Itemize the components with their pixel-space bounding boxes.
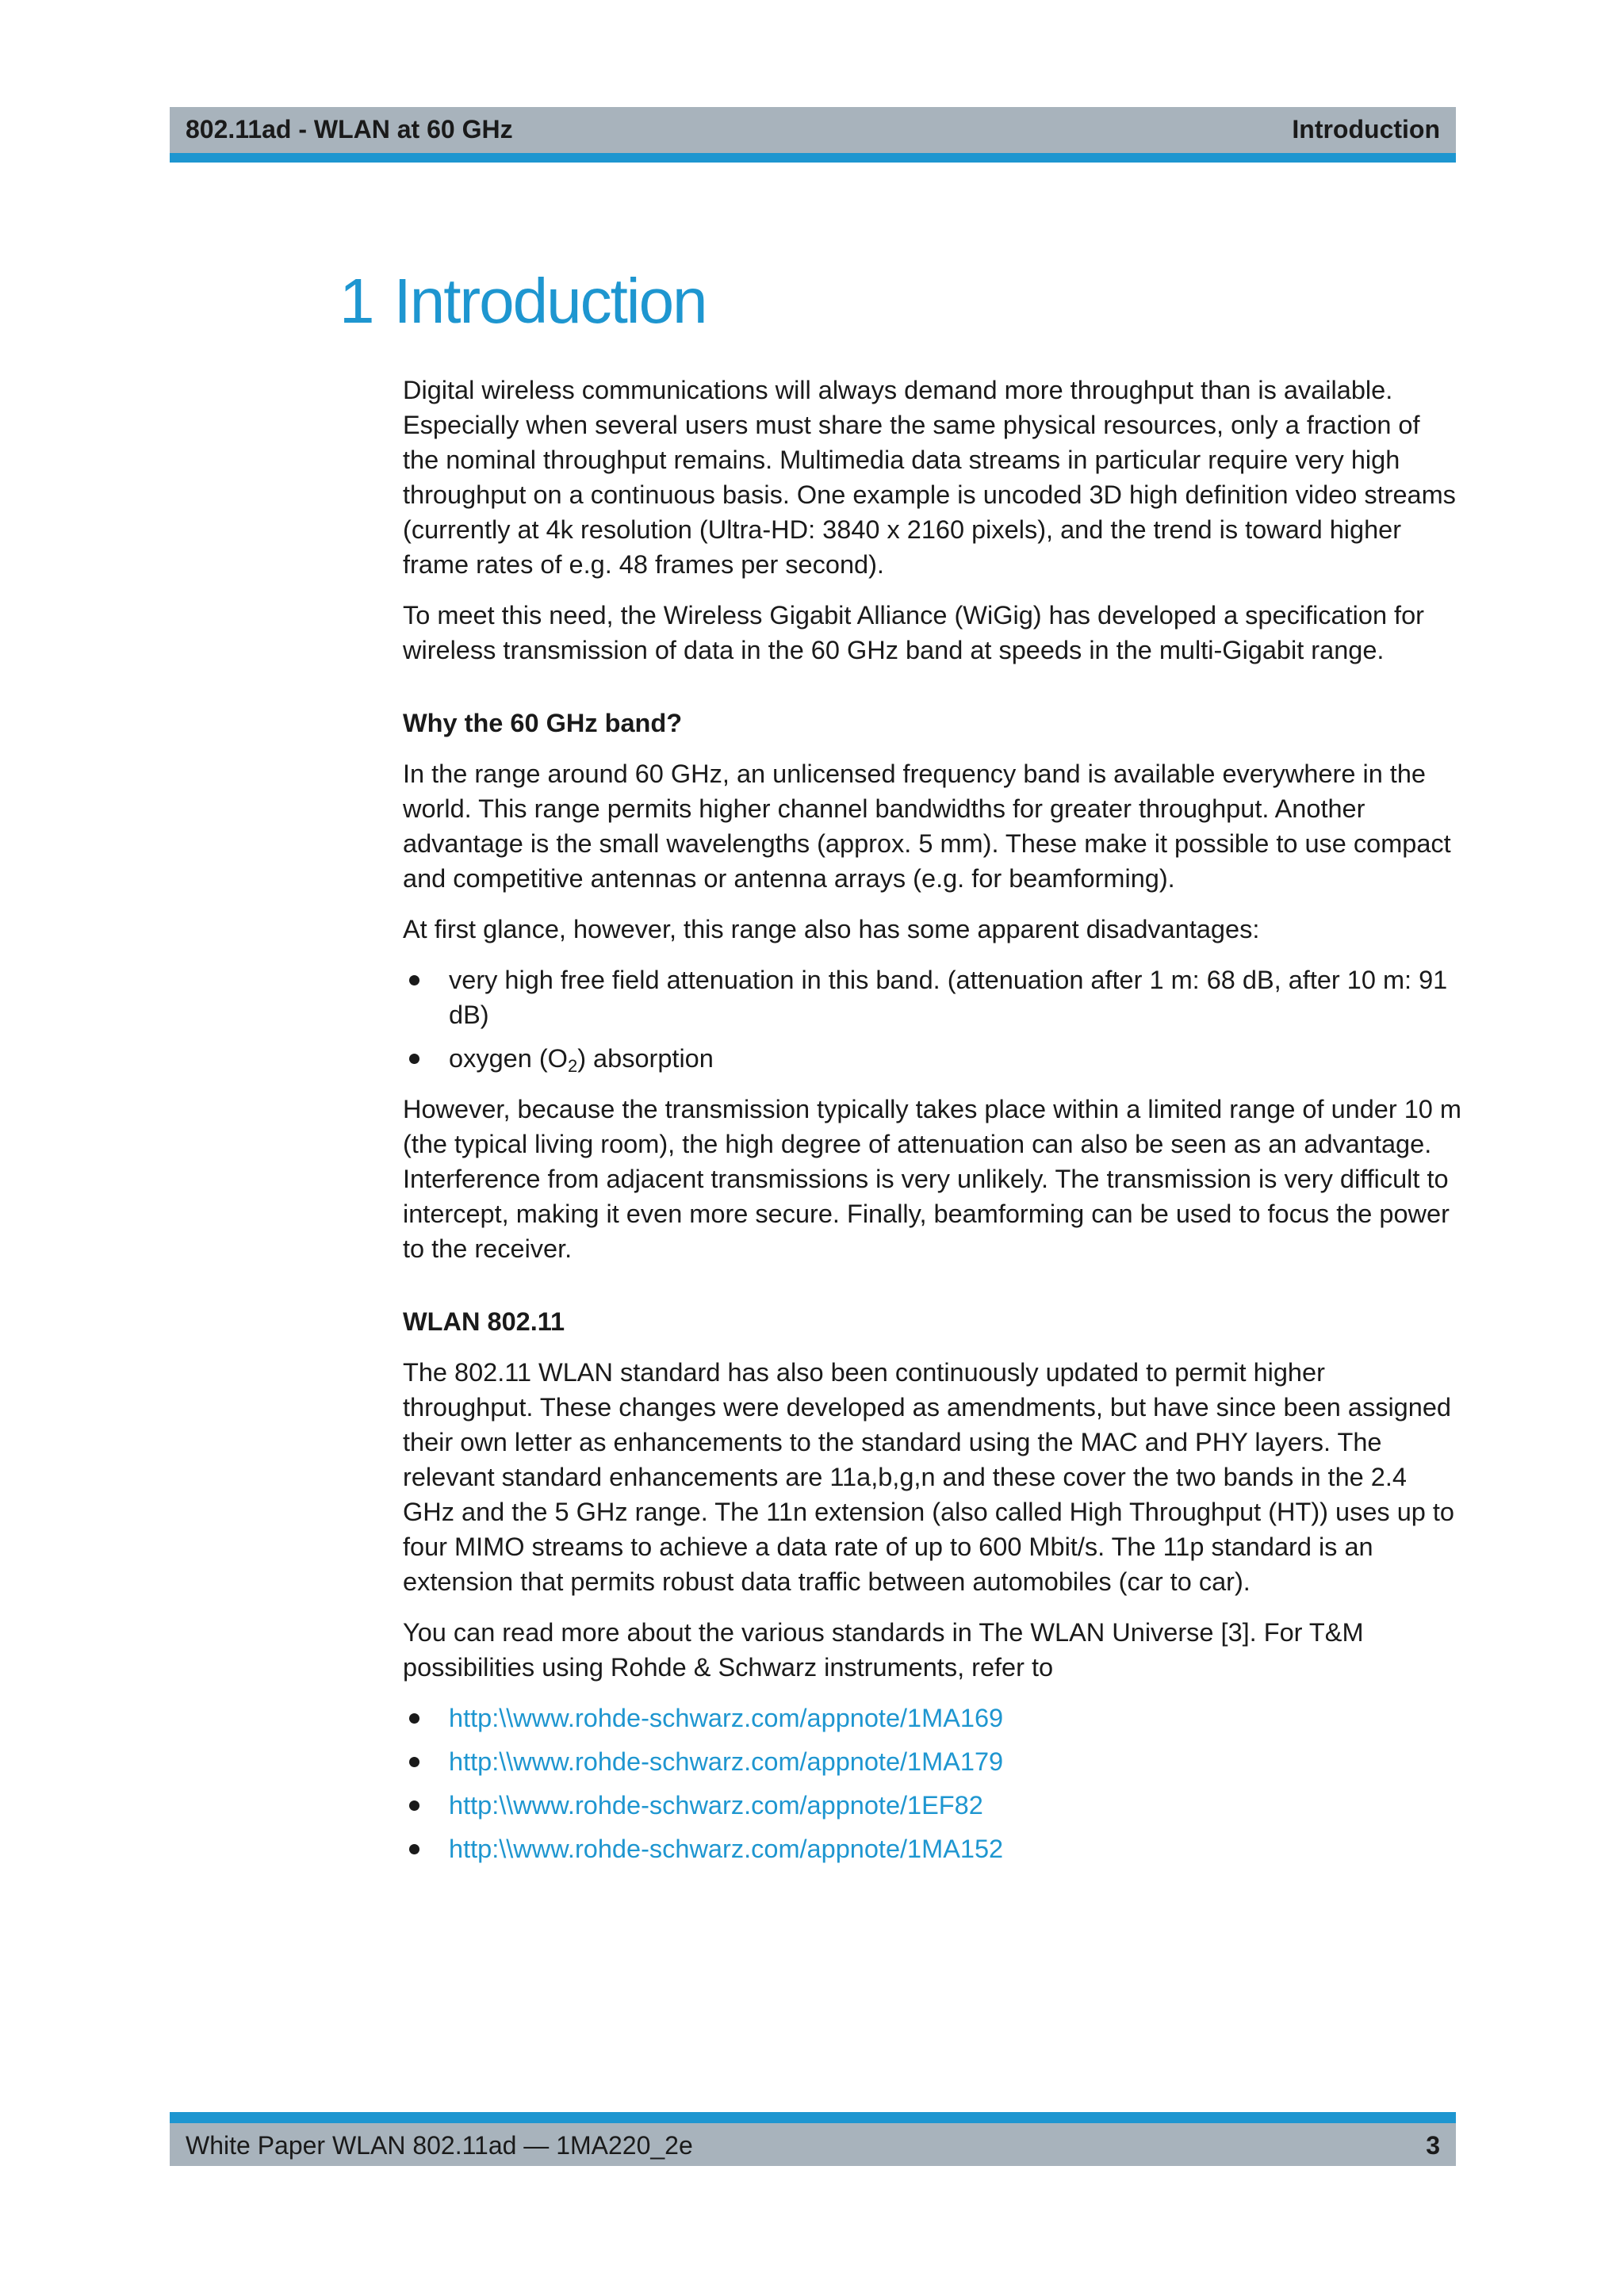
list-item (403, 1831, 1462, 1866)
paragraph-disadvantages-intro: At first glance, however, this range also has some apparent disadvantages: (403, 915, 1260, 943)
main-content (403, 373, 1462, 1882)
list-item (403, 1701, 1462, 1735)
link-appnote-1ma179[interactable]: http:\\www.rohde-schwarz.com/appnote/1MA179 (449, 1747, 1004, 1776)
paragraph-wigig: To meet this need, the Wireless Gigabit Alliance (WiGig) has developed a specification for wireless transmission of data in the 60 GHz band at speeds in the multi-Gigabit range. (403, 601, 1424, 664)
footer-document-id: White Paper WLAN 802.11ad ― 1MA220_2e (186, 2131, 693, 2160)
link-appnote-1ma169[interactable]: http:\\www.rohde-schwarz.com/appnote/1MA169 (449, 1704, 1004, 1732)
bullet-icon (409, 1757, 419, 1767)
link-appnote-1ma152[interactable]: http:\\www.rohde-schwarz.com/appnote/1MA152 (449, 1835, 1004, 1863)
bullet-icon (409, 975, 419, 985)
paragraph-band-advantages: In the range around 60 GHz, an unlicensed frequency band is available everywhere in the world. This range permits higher channel bandwidths for greater throughput. Another advantage is the small wavelengths (approx. 5 mm). These make it possible to use compact and competitive antennas or antenna arrays (e.g. for beamforming). (403, 760, 1451, 893)
links-list (403, 1701, 1462, 1866)
page-number: 3 (1426, 2131, 1440, 2160)
list-item (403, 962, 1462, 1032)
paragraph-intro: Digital wireless communications will always demand more throughput than is available. Especially when several users must share the same physical resources, only a fraction of the nominal throughput remains. Multimedia data streams in particular require very high throughput on a continuous basis. One example is uncoded 3D high definition video streams (currently at 4k resolution (Ultra-HD: 3840 x 2160 pixels), and the trend is toward higher frame rates of e.g. 48 frames per second). (403, 376, 1456, 579)
list-item (403, 1744, 1462, 1779)
heading-wlan-80211: WLAN 802.11 (403, 1307, 565, 1336)
page-header (170, 107, 1456, 163)
paragraph-attenuation-advantage: However, because the transmission typically takes place within a limited range of under 10 m (the typical living room), the high degree of attenuation can also be seen as an advantage. Interference from adjacent transmissions is very unlikely. The transmission is very difficult to intercept, making it even more secure. Finally, beamforming can be used to focus the power to the receiver. (403, 1095, 1461, 1263)
paragraph-wlan-standard: The 802.11 WLAN standard has also been continuously updated to permit higher throughput. These changes were developed as amendments, but have since been assigned their own letter as enhancements to the standard using the MAC and PHY layers. The relevant standard enhancements are 11a,b,g,n and these cover the two bands in the 2.4 GHz and the 5 GHz range. The 11n extension (also called High Throughput (HT)) uses up to four MIMO streams to achieve a data rate of up to 600 Mbit/s. The 11p standard is an extension that permits robust data traffic between automobiles (car to car). (403, 1358, 1454, 1596)
chapter-heading (339, 262, 707, 341)
paragraph-references: You can read more about the various standards in The WLAN Universe [3]. For T&M possibilities using Rohde & Schwarz instruments, refer to (403, 1618, 1364, 1682)
link-appnote-1ef82[interactable]: http:\\www.rohde-schwarz.com/appnote/1EF82 (449, 1791, 983, 1820)
list-item (403, 1788, 1462, 1823)
chapter-title: Introduction (393, 266, 707, 336)
bullet-icon (409, 1844, 419, 1854)
list-item-text: oxygen $(O_2)$ absorption (449, 1044, 714, 1076)
header-document-title: 802.11ad - WLAN at 60 GHz (186, 115, 513, 144)
bullet-icon (409, 1713, 419, 1724)
bullet-icon (409, 1800, 419, 1811)
list-item (403, 1041, 1462, 1076)
heading-why-60ghz: Why the 60 GHz band? (403, 709, 683, 737)
disadvantages-list (403, 962, 1462, 1076)
chapter-number: 1 (339, 266, 373, 336)
header-section-title: Introduction (1292, 115, 1440, 144)
list-item-text: very high free field attenuation in this band. (attenuation after 1 m: 68 dB, after 10 m: 91 dB) (449, 966, 1448, 1029)
bullet-icon (409, 1054, 419, 1064)
page-footer (170, 2112, 1456, 2166)
